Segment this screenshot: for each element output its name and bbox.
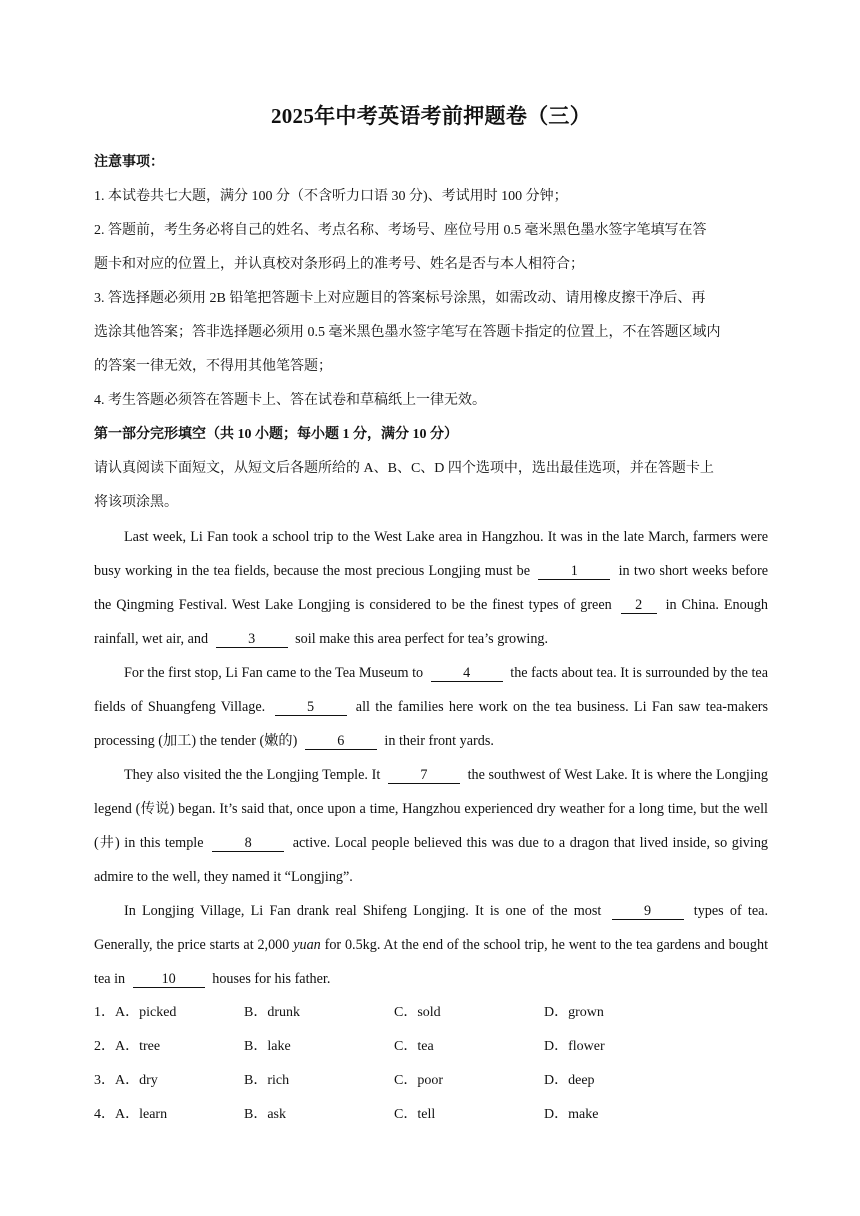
notice-item: 的答案一律无效，不得用其他笔答题； [94,359,332,374]
option-d: D．deep [544,1073,595,1088]
passage-text: in their front yards. [384,733,494,749]
answer-blank-7: 7 [388,767,460,784]
option-c: C．tell [394,1107,436,1122]
passage-text: for 0.5kg. At the end of the school trip, he went to the tea gardens and bought tea in [94,937,769,987]
option-b: B．ask [244,1107,286,1122]
passage-text: They also visited the the Longjing Temple. It [124,767,381,783]
option-d: D．flower [544,1039,605,1054]
question-options-row [94,1098,768,1132]
notice-item: 选涂其他答案；答非选择题必须用 0.5 毫米黑色墨水签字笔写在答题卡指定的位置上，不在答题区域内 [94,325,721,340]
passage-text: houses for his father. [212,971,331,987]
passage-paragraph-2 [94,656,768,758]
option-b: B．rich [244,1073,290,1088]
passage-paragraph-1 [94,520,768,656]
question-options-row [94,1064,768,1098]
answer-blank-6: 6 [305,733,377,750]
option-c: C．poor [394,1073,443,1088]
option-a: 4．A．learn [94,1107,168,1122]
notice-item: 3. 答选择题必须用 2B 铅笔把答题卡上对应题目的答案标号涂黑，如需改动、请用橡皮擦干净后、再 [94,291,706,306]
answer-blank-2: 2 [621,597,657,614]
option-d: D．make [544,1107,599,1122]
passage-paragraph-4 [94,894,768,996]
question-options-row [94,1030,768,1064]
answer-blank-9: 9 [612,903,684,920]
passage-text: In Longjing Village, Li Fan drank real Shifeng Longjing. It is one of the most [124,903,602,919]
option-d: D．grown [544,1005,604,1020]
passage-text: types of tea. Generally, the price starts at 2,000 [94,903,768,953]
notice-item: 1. 本试卷共七大题，满分 100 分（不含听力口语 30 分)、考试用时 100 分钟； [94,189,568,204]
passage-text: all the families here work on the tea business. Li Fan saw tea-makers processing (加工) the tender (嫩的) [94,699,769,749]
passage-text: For the first stop, Li Fan came to the Tea Museum to [124,665,424,681]
answer-blank-8: 8 [212,835,284,852]
option-c: C．tea [394,1039,434,1054]
notice-item: 题卡和对应的位置上，并认真校对条形码上的准考号、姓名是否与本人相符合； [94,257,584,272]
answer-blank-3: 3 [216,631,288,648]
passage-paragraph-3 [94,758,768,894]
passage-text: the southwest of West Lake. It is where the Longjing legend (传说) began. It’s said that, once upon a time, Hangzhou experienced dry weather for a long time, but the well (井) in this temple [94,767,768,851]
option-a: 1．A．picked [94,1005,177,1020]
part1-instruction: 请认真阅读下面短文，从短文后各题所给的 A、B、C、D 四个选项中，选出最佳选项，并在答题卡上 [94,461,714,476]
option-b: B．drunk [244,1005,300,1020]
option-c: C．sold [394,1005,441,1020]
passage-text: soil make this area perfect for tea’s growing. [295,631,549,647]
part1-heading: 第一部分完形填空（共 10 小题；每小题 1 分，满分 10 分） [94,427,458,442]
passage-text: active. Local people believed this was due to a dragon that lived inside, so giving admire to the well, they named it “Longjing”. [94,835,769,885]
notice-item: 4. 考生答题必须答在答题卡上、答在试卷和草稿纸上一律无效。 [94,393,486,408]
answer-blank-10: 10 [133,971,205,988]
passage-text: the facts about tea. It is surrounded by the tea fields of Shuangfeng Village. [94,665,769,715]
notice-heading: 注意事项： [94,155,164,170]
passage-text: in China. Enough rainfall, wet air, and [94,597,769,647]
part1-instruction: 将该项涂黑。 [94,495,178,510]
question-options-row [94,996,768,1030]
notice-item: 2. 答题前，考生务必将自己的姓名、考点名称、考场号、座位号用 0.5 毫米黑色墨水签字笔填写在答 [94,223,707,238]
option-a: 2．A．tree [94,1039,161,1054]
passage-text: Last week, Li Fan took a school trip to the West Lake area in Hangzhou. It was in the late March, farmers were busy working in the tea fields, because the most precious Longjing must be [94,529,768,579]
passage-italic-yuan: yuan [293,937,321,953]
answer-blank-4: 4 [431,665,503,682]
option-b: B．lake [244,1039,291,1054]
answer-blank-1: 1 [538,563,610,580]
answer-blank-5: 5 [275,699,347,716]
option-a: 3．A．dry [94,1073,158,1088]
page-title: 2025年中考英语考前押题卷（三） [270,104,592,128]
passage-text: in two short weeks before the Qingming Festival. West Lake Longjing is considered to be the finest types of green [94,563,769,613]
